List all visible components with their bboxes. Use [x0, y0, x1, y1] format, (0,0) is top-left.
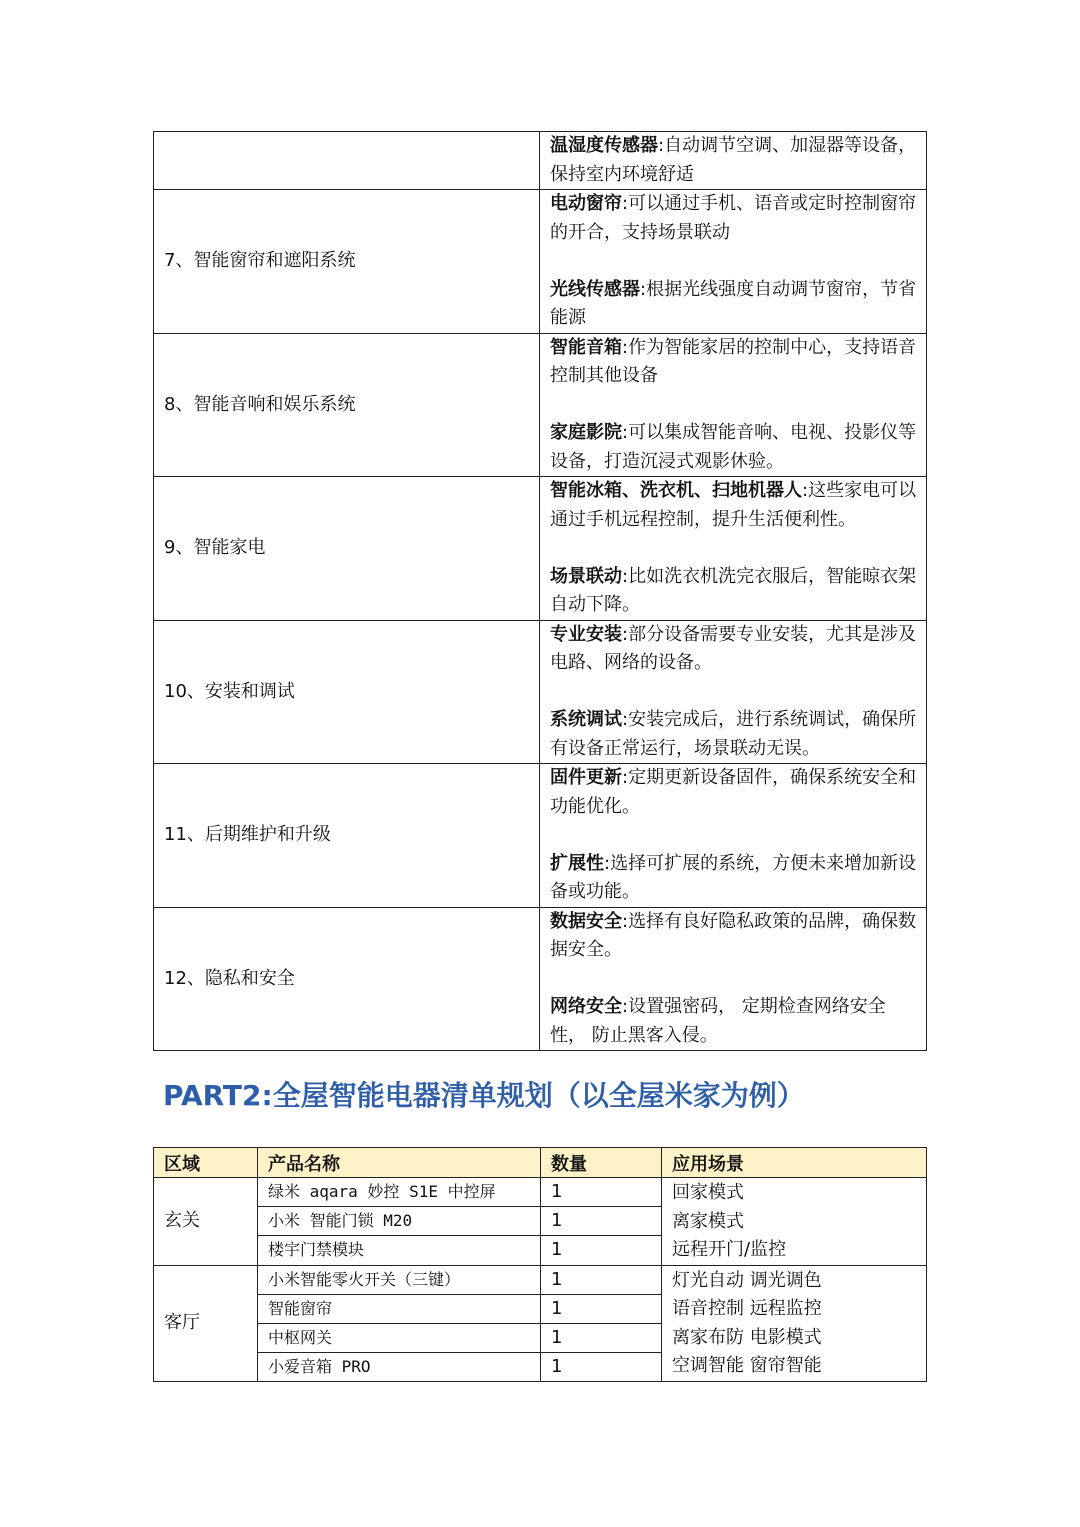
section-heading: PART2:全屋智能电器清单规划（以全屋米家为例）	[163, 1079, 805, 1112]
area-cell: 玄关	[154, 1178, 258, 1266]
detail-cell	[540, 764, 927, 908]
product-name: 中枢网关	[258, 1323, 541, 1352]
detail-term: 固件更新	[550, 767, 622, 788]
detail-entry	[550, 276, 918, 333]
detail-entry	[550, 764, 918, 821]
detail-cell	[540, 333, 927, 477]
scenario-line: 空调智能 窗帘智能	[672, 1355, 822, 1376]
table-row	[154, 477, 927, 621]
detail-term: 专业安装	[550, 623, 622, 645]
detail-entry	[550, 993, 918, 1050]
detail-desc: :选择有良好隐私政策的品牌，确保数据安全。	[550, 910, 917, 960]
detail-term: 家庭影院	[550, 422, 622, 443]
detail-cell	[540, 132, 927, 190]
category-cell: 7、智能窗帘和遮阳系统	[154, 190, 540, 334]
appliance-list-table	[153, 1147, 927, 1382]
product-name: 楼宇门禁模块	[258, 1236, 541, 1265]
product-qty: 1	[541, 1236, 662, 1265]
detail-desc: :部分设备需要专业安装，尤其是涉及电路、网络的设备。	[550, 623, 917, 673]
product-name: 小米智能零火开关（三键）	[258, 1265, 541, 1294]
detail-desc: :选择可扩展的系统，方便未来增加新设备或功能。	[550, 852, 917, 902]
scenario-line: 远程开门/监控	[672, 1239, 787, 1260]
category-cell: 8、智能音响和娱乐系统	[154, 333, 540, 477]
header-product: 产品名称	[258, 1148, 541, 1178]
detail-entry	[550, 621, 918, 678]
header-quantity: 数量	[541, 1148, 662, 1178]
detail-cell	[540, 477, 927, 621]
product-name: 小爱音箱 PRO	[258, 1352, 541, 1381]
scenario-line: 回家模式	[672, 1182, 744, 1203]
detail-entry	[550, 419, 918, 476]
detail-term: 数据安全	[550, 910, 622, 932]
detail-entry	[550, 908, 918, 965]
detail-term: 电动窗帘	[550, 193, 622, 214]
product-qty: 1	[541, 1352, 662, 1381]
table-header-row	[154, 1148, 927, 1178]
detail-term: 智能冰箱、洗衣机、扫地机器人	[550, 480, 802, 501]
scenario-cell	[662, 1265, 927, 1381]
table-row	[154, 333, 927, 477]
scenario-cell	[662, 1178, 927, 1266]
detail-desc: :设置强密码， 定期检查网络安全性， 防止黑客入侵。	[550, 996, 886, 1046]
category-cell: 11、后期维护和升级	[154, 764, 540, 908]
product-qty: 1	[541, 1294, 662, 1323]
detail-entry	[550, 706, 918, 763]
product-name: 智能窗帘	[258, 1294, 541, 1323]
detail-term: 温湿度传感器	[550, 135, 658, 156]
detail-term: 扩展性	[550, 852, 604, 874]
area-cell: 客厅	[154, 1265, 258, 1381]
table-row	[154, 1265, 927, 1294]
category-cell: 12、隐私和安全	[154, 907, 540, 1051]
category-cell	[154, 132, 540, 190]
table-row	[154, 190, 927, 334]
detail-entry	[550, 477, 918, 534]
detail-entry	[550, 563, 918, 620]
detail-entry	[550, 850, 918, 907]
scenario-line: 灯光自动 调光调色	[672, 1269, 822, 1291]
detail-cell	[540, 190, 927, 334]
scenario-line: 离家模式	[672, 1210, 744, 1232]
detail-cell	[540, 620, 927, 764]
detail-cell	[540, 907, 927, 1051]
detail-desc: :定期更新设备固件，确保系统安全和功能优化。	[550, 767, 917, 817]
detail-entry	[550, 190, 918, 247]
detail-entry	[550, 334, 918, 391]
detail-term: 网络安全	[550, 996, 622, 1017]
product-qty: 1	[541, 1323, 662, 1352]
smart-home-plan-table	[153, 131, 927, 1051]
product-qty: 1	[541, 1207, 662, 1236]
detail-desc: :安装完成后，进行系统调试，确保所有设备正常运行，场景联动无误。	[550, 709, 917, 759]
detail-desc: :可以集成智能音响、电视、投影仪等设备，打造沉浸式观影休验。	[550, 422, 917, 472]
detail-desc: :可以通过手机、语音或定时控制窗帘的开合，支持场景联动	[550, 193, 917, 243]
table-row	[154, 764, 927, 908]
header-scenario: 应用场景	[662, 1148, 927, 1178]
product-name: 绿米 aqara 妙控 S1E 中控屏	[258, 1178, 541, 1207]
table-row	[154, 132, 927, 190]
detail-entry	[550, 132, 918, 189]
product-qty: 1	[541, 1178, 662, 1207]
product-qty: 1	[541, 1265, 662, 1294]
detail-term: 光线传感器	[550, 278, 640, 300]
table-row	[154, 1178, 927, 1207]
detail-term: 系统调试	[550, 709, 622, 730]
header-area: 区域	[154, 1148, 258, 1178]
detail-desc: :作为智能家居的控制中心，支持语音控制其他设备	[550, 336, 917, 386]
detail-term: 场景联动	[550, 565, 622, 587]
detail-desc: :这些家电可以通过手机远程控制，提升生活便利性。	[550, 480, 917, 530]
category-cell: 10、安装和调试	[154, 620, 540, 764]
product-name: 小米 智能门锁 M20	[258, 1207, 541, 1236]
table-row	[154, 907, 927, 1051]
detail-term: 智能音箱	[550, 336, 622, 358]
detail-desc: :自动调节空调、加湿器等设备，保持室内环境舒适	[550, 135, 917, 185]
detail-desc: :根据光线强度自动调节窗帘，节省能源	[550, 278, 917, 328]
scenario-line: 离家布防 电影模式	[672, 1326, 822, 1348]
scenario-line: 语音控制 远程监控	[672, 1298, 822, 1319]
table-row	[154, 620, 927, 764]
category-cell: 9、智能家电	[154, 477, 540, 621]
detail-desc: :比如洗衣机洗完衣服后，智能晾衣架自动下降。	[550, 565, 917, 615]
